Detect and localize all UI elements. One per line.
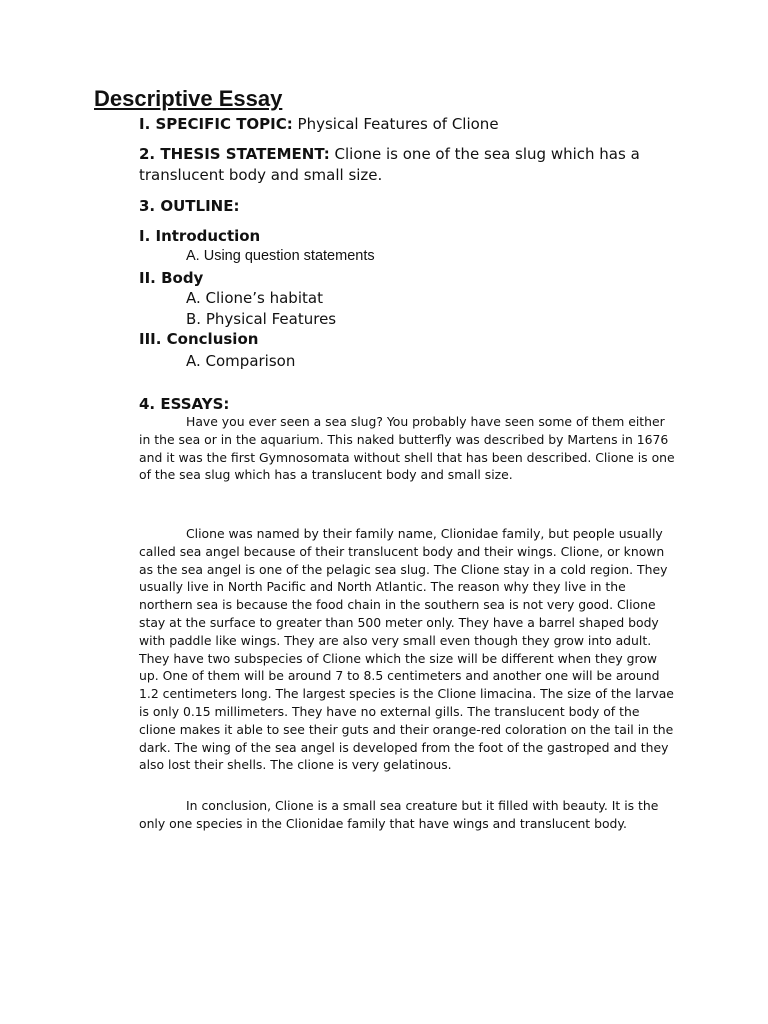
outline-section-conclusion: III. Conclusion xyxy=(139,330,259,348)
essay-paragraph-body: Clione was named by their family name, Clionidae family, but people usually called sea angel because of their translucent body and their wings. Clione, or known as the sea angel is one of the pelagic sea slug. The Clione stay in a cold region. They usually live in North Pacific and North Atlantic. The reason why they live in the northern sea is because the food chain in the southern sea is not very good. Clione stay at the surface to greater than 500 meter only. They have a barrel shaped body with paddle like wings. They are also very small even though they grow into adult. They have two subspecies of Clione which the size will be different when they grow up. One of them will be around 7 to 8.5 centimeters and another one will be around 1.2 centimeters long. The largest species is the Clione limacina. The size of the larvae is only 0.15 millimeters. They have no external gills. The translucent body of the clione makes it able to see their guts and their orange-red coloration on the tail in the dark. The wing of the sea angel is developed from the foot of the gastroped and they also lost their shells. The clione is very gelatinous. xyxy=(139,526,674,773)
outline-section-introduction: I. Introduction xyxy=(139,227,261,245)
thesis-line-1 xyxy=(139,145,640,163)
specific-topic-line xyxy=(139,115,499,133)
outline-section-body: II. Body xyxy=(139,269,204,287)
outline-item-comparison: A. Comparison xyxy=(186,352,296,370)
specific-topic-value: Physical Features of Clione xyxy=(297,115,499,133)
outline-item-physical-features: B. Physical Features xyxy=(186,310,337,328)
document-title: Descriptive Essay xyxy=(94,86,283,111)
outline-item-question-statements: A. Using question statements xyxy=(186,248,375,264)
essay-paragraph-conclusion: In conclusion, Clione is a small sea creature but it filled with beauty. It is the only one species in the Clionidae family that have wings and translucent body. xyxy=(139,798,659,831)
thesis-value-line1: Clione is one of the sea slug which has a xyxy=(334,145,640,163)
outline-item-habitat: A. Clione’s habitat xyxy=(186,289,323,307)
thesis-line-2: translucent body and small size. xyxy=(139,166,383,184)
outline-heading: 3. OUTLINE: xyxy=(139,197,240,215)
specific-topic-label: I. SPECIFIC TOPIC: xyxy=(139,115,293,133)
essay-paragraph-introduction: Have you ever seen a sea slug? You probably have seen some of them either in the sea or in the aquarium. This naked butterfly was described by Martens in 1676 and it was the first Gymnosomata without shell that has been described. Clione is one of the sea slug which has a translucent body and small size. xyxy=(139,414,675,483)
essays-heading: 4. ESSAYS: xyxy=(139,395,230,413)
thesis-label: 2. THESIS STATEMENT: xyxy=(139,145,330,163)
